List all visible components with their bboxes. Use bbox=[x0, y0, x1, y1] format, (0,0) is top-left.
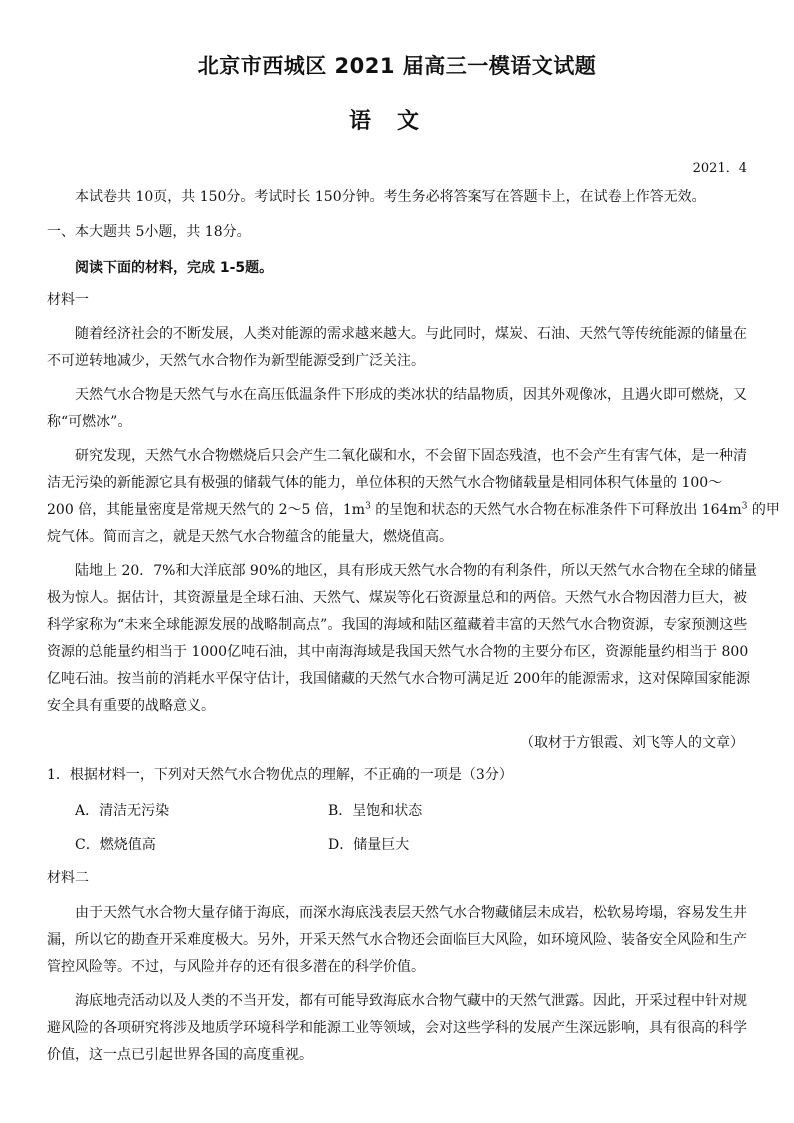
paragraph-line: 价值，这一点已引起世界各国的高度重视。 bbox=[47, 1047, 313, 1063]
paragraph-line: 避风险的各项研究将涉及地质学环境科学和能源工业等领域，会对这些学科的发展产生深远影响，具有很高的科学 bbox=[47, 1020, 747, 1036]
paragraph-line: 研究发现，天然气水合物燃烧后只会产生二氧化碳和水，不会留下固态残渣，也不会产生有害气体，是一种清 bbox=[75, 448, 747, 464]
paragraph-line bbox=[47, 500, 780, 520]
paragraph-line: 资源的总能量约相当于 1000亿吨石油，其中南海海域是我国天然气水合物的主要分布区，资源能量约相当于 800 bbox=[47, 644, 749, 660]
text-segment: 200 倍，其能量密度是常规天然气的 2～5 倍，1m bbox=[47, 502, 366, 518]
paragraph-line: 漏，所以它的勘查开采难度极大。另外，开采天然气水合物还会面临巨大风险，如环境风险、装备安全风险和生产 bbox=[47, 932, 747, 948]
question-1-stem: 1．根据材料一，下列对天然气水合物优点的理解，不正确的一项是（3分） bbox=[47, 767, 513, 783]
reading-instruction: 阅读下面的材料，完成 1-5题。 bbox=[75, 260, 274, 276]
exam-title: 北京市西城区 2021 届高三一模语文试题 bbox=[197, 54, 597, 78]
paragraph-line: 海底地壳活动以及人类的不当开发，都有可能导致海底水合物气藏中的天然气泄露。因此，开采过程中针对规 bbox=[75, 993, 747, 1009]
paragraph-line: 亿吨石油。按当前的消耗水平保守估计，我国储藏的天然气水合物可满足近 200年的能源需求，这对保障国家能源 bbox=[47, 671, 751, 687]
subject-title: 语文 bbox=[348, 109, 445, 134]
material-2-label: 材料二 bbox=[47, 870, 89, 886]
superscript: 3 bbox=[741, 501, 748, 512]
material-1-label: 材料一 bbox=[47, 292, 89, 308]
option-c: C．燃烧值高 bbox=[75, 837, 156, 853]
text-segment: 的呈饱和状态的天然气水合物在标准条件下可释放出 164m bbox=[370, 502, 742, 518]
paragraph-line: 陆地上 20．7%和大洋底部 90%的地区，具有形成天然气水合物的有利条件，所以天然气水合物在全球的储量 bbox=[75, 563, 758, 579]
exam-notice: 本试卷共 10页，共 150分。考试时长 150分钟。考生务必将答案写在答题卡上，在试卷上作答无效。 bbox=[75, 189, 706, 205]
option-b: B．呈饱和状态 bbox=[328, 803, 423, 819]
section-heading: 一、本大题共 5小题，共 18分。 bbox=[47, 224, 251, 240]
paragraph-line: 科学家称为“未来全球能源发展的战略制高点”。我国的海域和陆区蕴藏着丰富的天然气水合物资源，专家预测这些 bbox=[47, 617, 748, 633]
paragraph-line: 极为惊人。据估计，其资源量是全球石油、天然气、煤炭等化石资源量总和的两倍。天然气水合物因潜力巨大，被 bbox=[47, 590, 747, 606]
paragraph-line: 由于天然气水合物大量存储于海底，而深水海底浅表层天然气水合物藏储层未成岩，松软易垮塌，容易发生井 bbox=[75, 905, 747, 921]
paragraph-line: 安全具有重要的战略意义。 bbox=[47, 698, 215, 714]
exam-date: 2021．4 bbox=[692, 161, 747, 176]
paragraph-line: 不可逆转地减少，天然气水合物作为新型能源受到广泛关注。 bbox=[47, 353, 425, 369]
text-segment: 的甲 bbox=[747, 502, 780, 518]
option-a: A．清洁无污染 bbox=[75, 803, 170, 819]
paragraph-line: 称“可燃冰”。 bbox=[47, 414, 132, 430]
paragraph-line: 烷气体。简而言之，就是天然气水合物蕴含的能量大，燃烧值高。 bbox=[47, 529, 453, 545]
option-d: D．储量巨大 bbox=[328, 837, 410, 853]
paragraph-line: 管控风险等。不过，与风险并存的还有很多潜在的科学价值。 bbox=[47, 959, 425, 975]
paragraph-line: 随着经济社会的不断发展，人类对能源的需求越来越大。与此同时，煤炭、石油、天然气等传统能源的储量在 bbox=[75, 326, 747, 342]
source-citation: （取材于方银霞、刘飞等人的文章） bbox=[520, 735, 744, 751]
paragraph-line: 天然气水合物是天然气与水在高压低温条件下形成的类冰状的结晶物质，因其外观像冰，且遇火即可燃烧，又 bbox=[75, 387, 747, 403]
paragraph-line: 洁无污染的新能源它具有极强的储载气体的能力，单位体积的天然气水合物储载量是相同体积气体量的 100～ bbox=[47, 475, 723, 491]
superscript: 3 bbox=[365, 501, 371, 512]
